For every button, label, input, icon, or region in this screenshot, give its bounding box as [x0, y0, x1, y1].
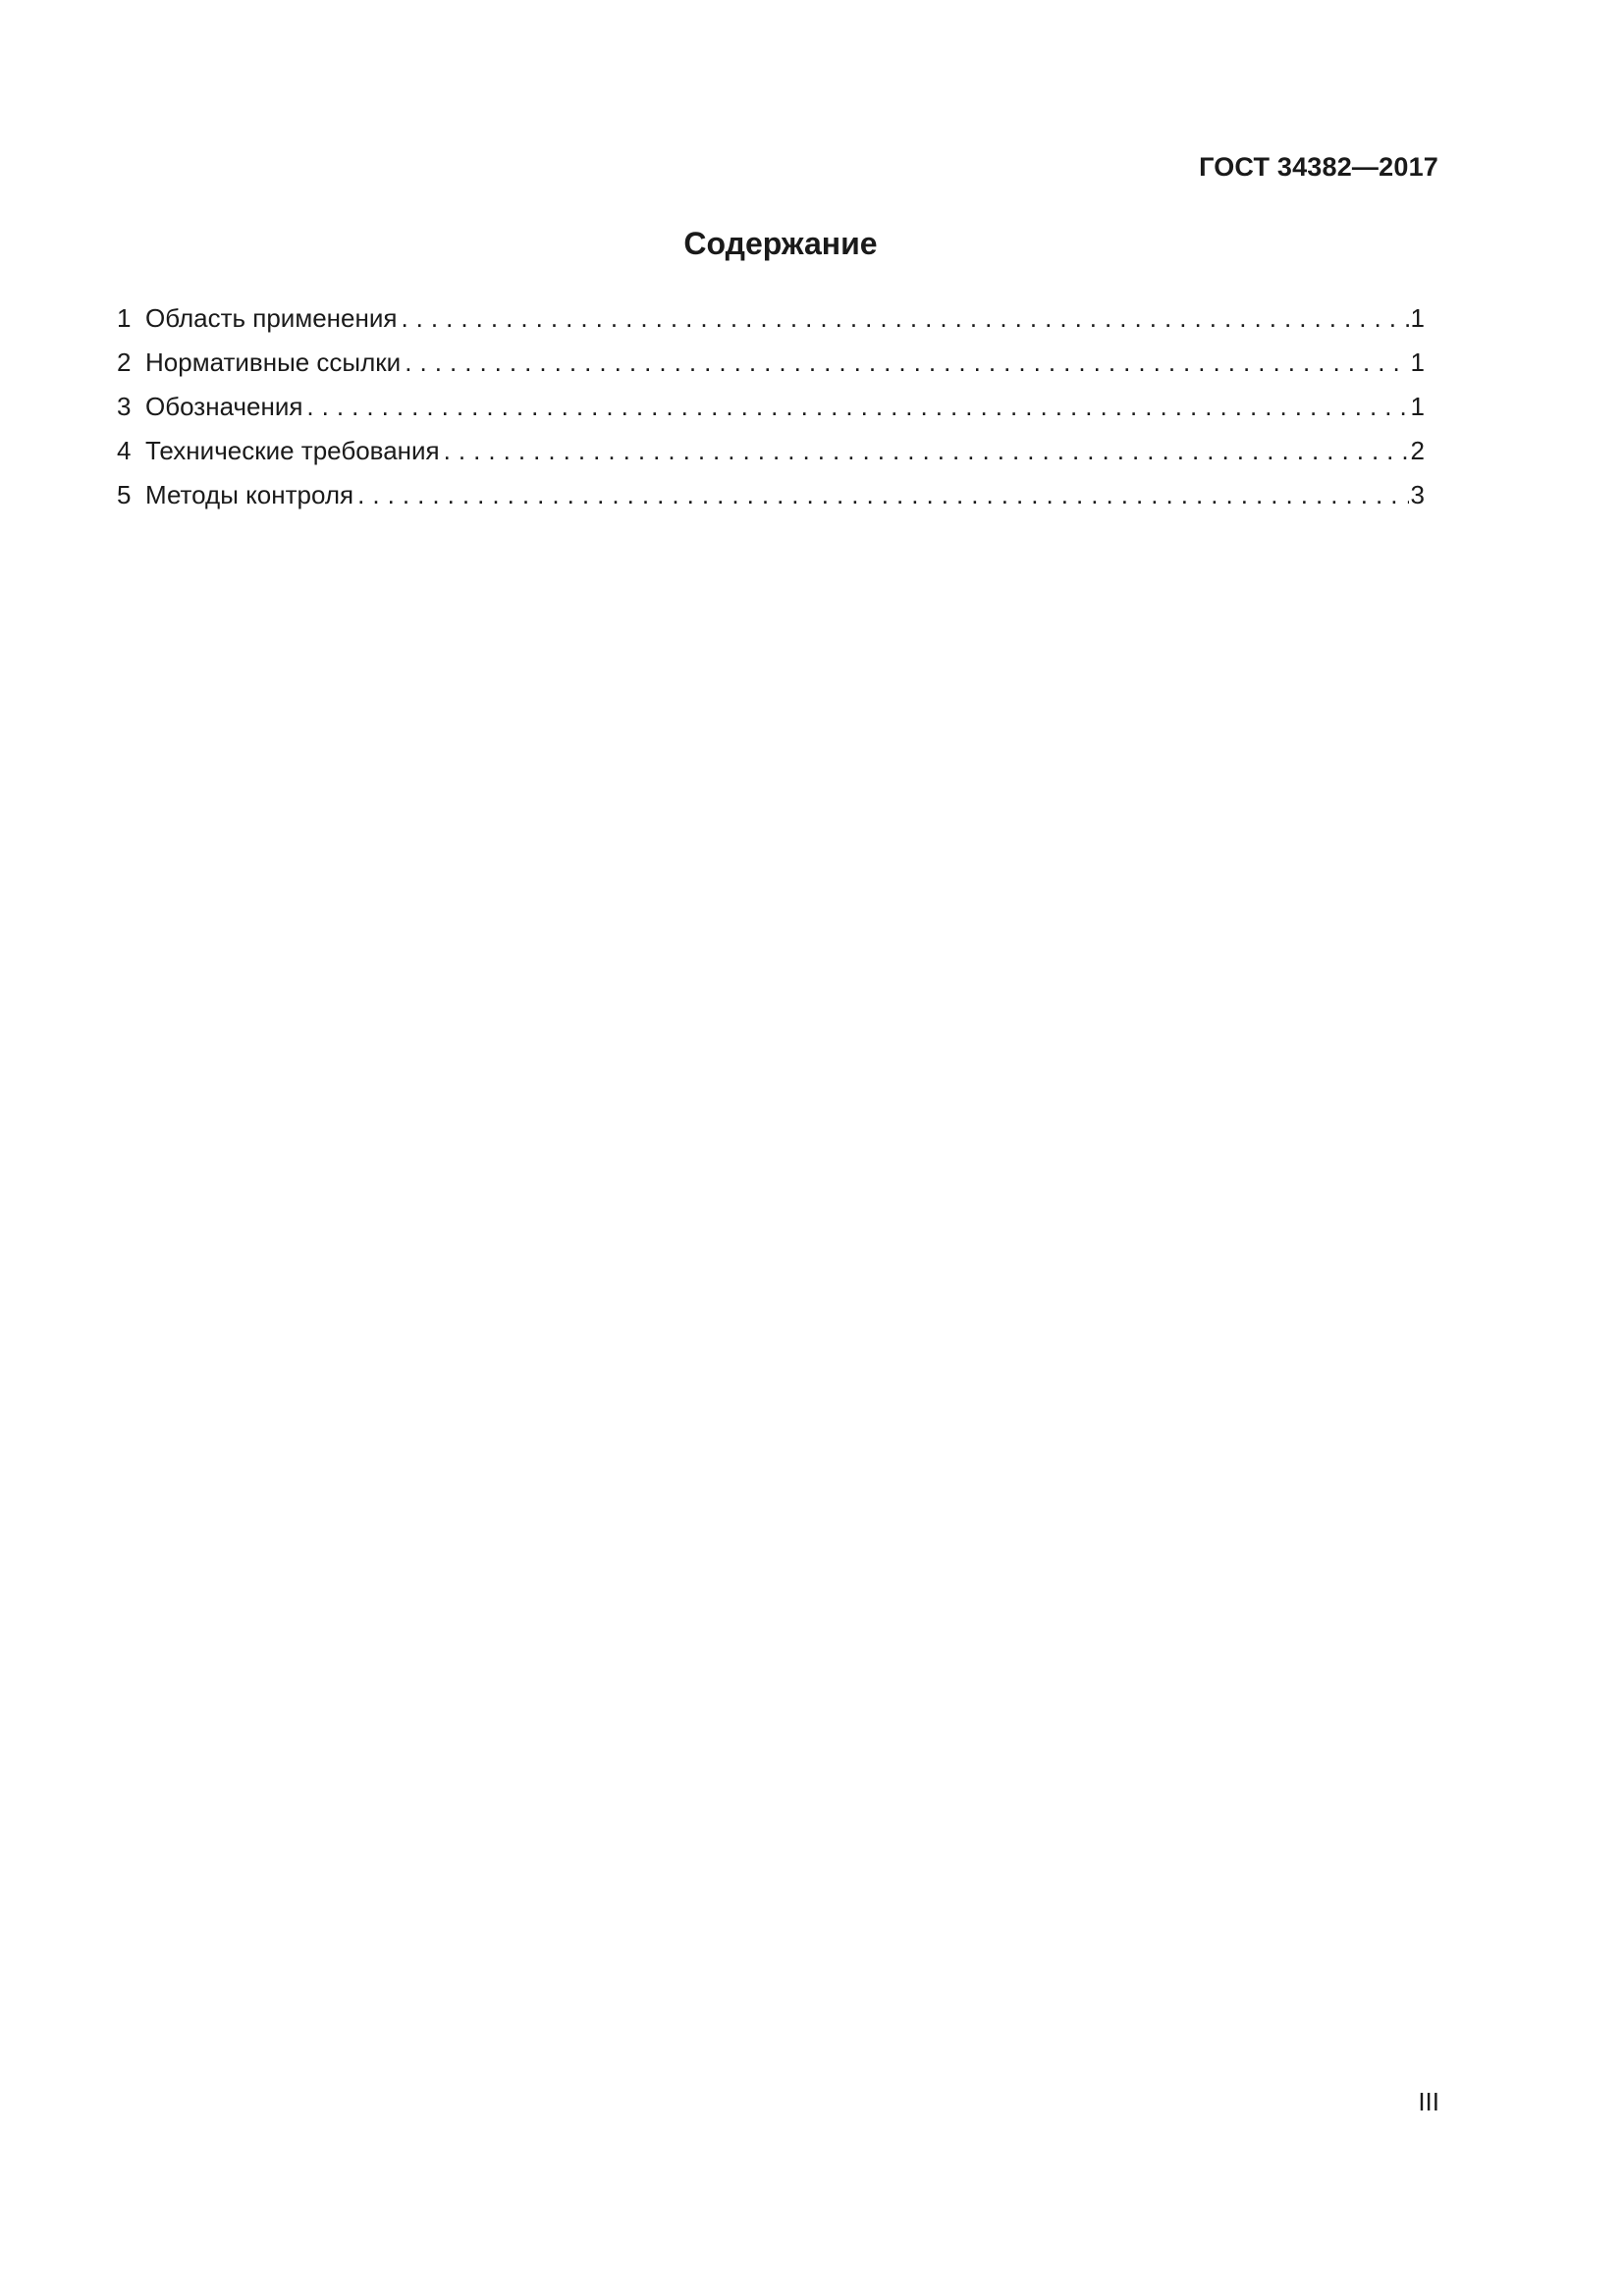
toc-entry-number: 5 — [117, 480, 132, 509]
toc-entry-normative-references[interactable] — [117, 341, 1425, 385]
toc-entry-title: Технические требования — [145, 436, 440, 465]
toc-entry-number: 2 — [117, 347, 132, 377]
toc-entry-title: Область применения — [145, 303, 398, 333]
toc-entry-page: 1 — [1410, 392, 1425, 421]
page-number: III — [1418, 2087, 1439, 2116]
toc-entry-number: 1 — [117, 303, 132, 333]
toc-dot-leader — [444, 429, 1409, 473]
toc-dot-leader — [357, 473, 1408, 517]
toc-entry-page: 3 — [1410, 480, 1425, 509]
toc-entry-title: Нормативные ссылки — [145, 347, 402, 377]
toc-entry-title: Обозначения — [145, 392, 303, 421]
toc-entry-page: 2 — [1410, 436, 1425, 465]
document-code: ГОСТ 34382—2017 — [1199, 152, 1438, 182]
toc-dot-leader — [405, 341, 1408, 385]
toc-entry-page: 1 — [1410, 303, 1425, 333]
toc-entry-number: 3 — [117, 392, 132, 421]
toc-entry-technical-requirements[interactable] — [117, 429, 1425, 473]
table-of-contents — [117, 296, 1425, 517]
toc-entry-page: 1 — [1410, 347, 1425, 377]
toc-dot-leader — [401, 296, 1408, 341]
toc-entry-number: 4 — [117, 436, 132, 465]
toc-dot-leader — [306, 385, 1408, 429]
toc-entry-symbols[interactable] — [117, 385, 1425, 429]
toc-title: Содержание — [683, 226, 878, 261]
toc-entry-test-methods[interactable] — [117, 473, 1425, 517]
toc-entry-title: Методы контроля — [145, 480, 354, 509]
toc-entry-scope[interactable] — [117, 296, 1425, 341]
